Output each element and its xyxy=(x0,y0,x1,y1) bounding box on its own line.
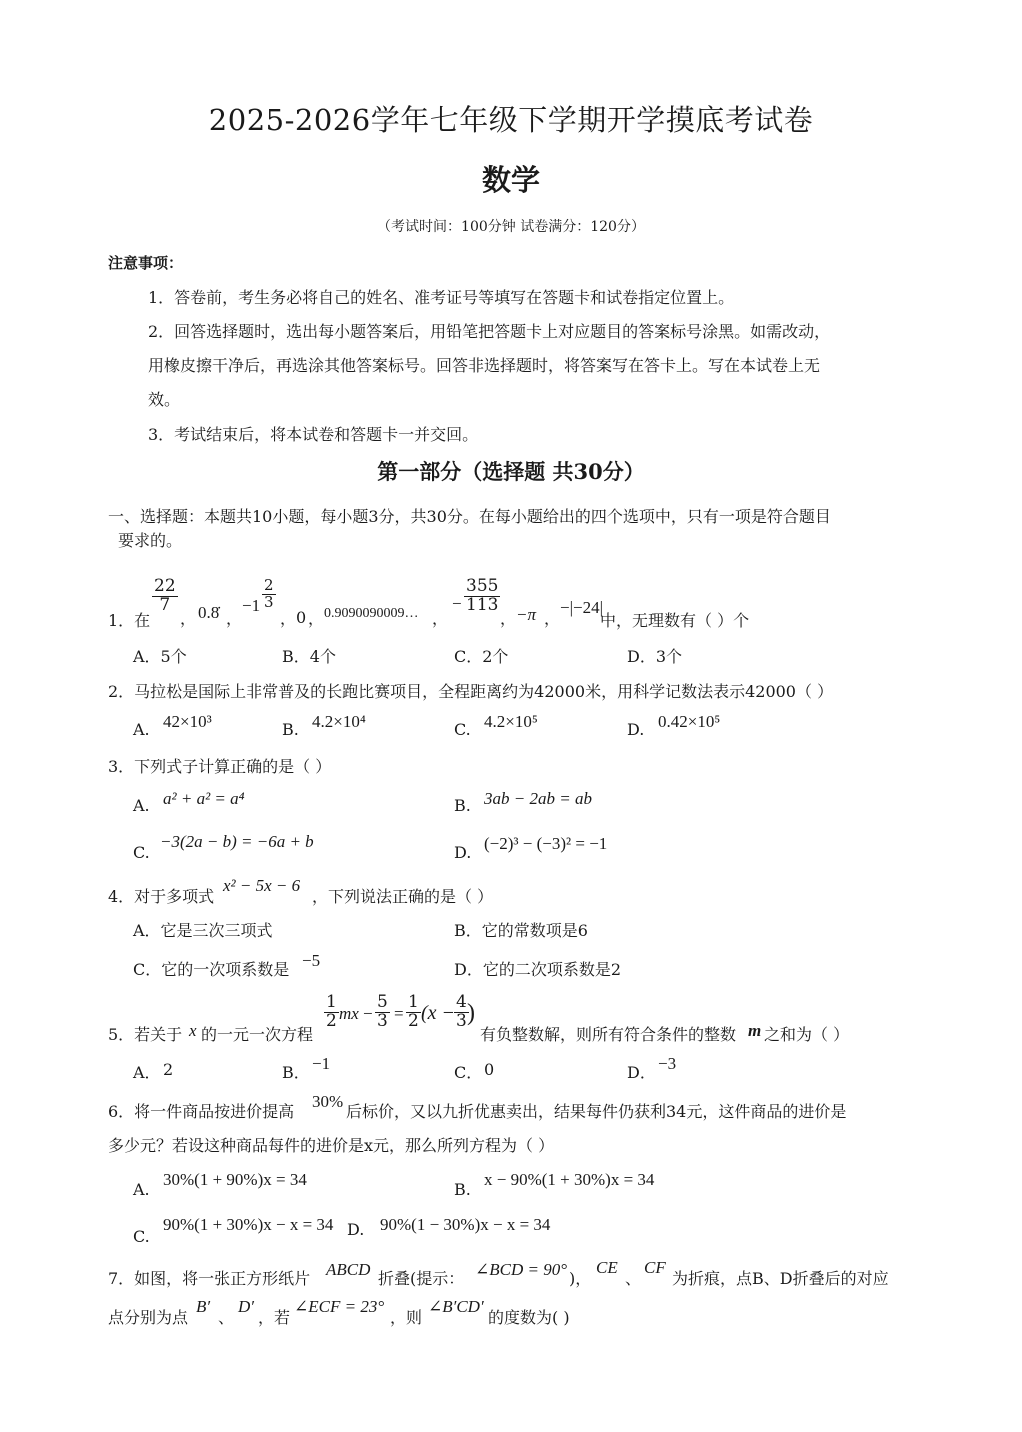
q3-option-c[interactable]: −3(2a − b) = −6a + b xyxy=(160,832,314,851)
q5-mid: 的一元一次方程 xyxy=(201,1025,314,1044)
exam-meta: （考试时间：100分钟 试卷满分：120分） xyxy=(377,219,645,235)
q7-line2-a: 点分别为点 xyxy=(108,1308,189,1327)
notice-item-1: 1．答卷前，考生务必将自己的姓名、准考证号等填写在答题卡和试卷指定位置上。 xyxy=(148,288,735,307)
q7-angle-ecf: ∠ECF = 23° xyxy=(294,1297,385,1316)
q5-paren-expr: (x − xyxy=(421,1002,456,1024)
q1-sep: ， xyxy=(180,609,197,628)
q7-angle-bcd-prime: ∠B′CD′ xyxy=(428,1297,484,1316)
q5-var-m: m xyxy=(748,1021,762,1040)
q2-option-c[interactable]: 4.2×10⁵ xyxy=(484,712,538,731)
q4-option-b[interactable]: B．它的常数项是6 xyxy=(454,921,588,940)
fraction-numerator: 1 xyxy=(408,992,419,1012)
q3-option-d[interactable]: (−2)³ − (−3)² = −1 xyxy=(484,834,608,853)
q1-prefix: 1．在 xyxy=(108,611,151,630)
q1-repeating-decimal: 0.8̇ xyxy=(198,603,220,622)
q1-sep: ， xyxy=(544,609,561,628)
q6-label-d: D. xyxy=(347,1220,365,1239)
q1-mixed-fraction xyxy=(262,578,276,611)
q5-suffix-a: 有负整数解，则所有符合条件的整数 xyxy=(480,1025,737,1044)
q4-option-d[interactable]: D．它的二次项系数是2 xyxy=(454,960,622,979)
fraction-numerator: 2 xyxy=(264,576,274,594)
q5-prefix: 5．若关于 xyxy=(108,1025,183,1044)
q5-label-c: C． xyxy=(454,1063,483,1082)
notice-item-3: 3．考试结束后，将本试卷和答题卡一并交回。 xyxy=(148,425,479,444)
q5-option-d[interactable]: −3 xyxy=(658,1054,677,1073)
q1-sep: ， xyxy=(308,609,325,628)
q1-fraction-355-113 xyxy=(464,578,500,615)
q3-option-a[interactable]: a² + a² = a⁴ xyxy=(163,789,245,808)
q5-option-c[interactable]: 0 xyxy=(484,1060,495,1079)
q1-zero: 0 xyxy=(296,608,307,627)
q4-option-c[interactable]: C．它的一次项系数是 xyxy=(133,960,290,979)
q6-label-c: C. xyxy=(133,1227,150,1246)
q7-line1-a: 7．如图，将一张正方形纸片 xyxy=(108,1269,311,1288)
q7-line2-c: ，则 xyxy=(390,1308,423,1327)
q6-percent: 30% xyxy=(312,1092,344,1111)
q1-option-c[interactable]: C．2个 xyxy=(454,647,509,666)
q5-label-b: B． xyxy=(282,1063,310,1082)
fraction-denominator: 7 xyxy=(159,594,171,615)
fraction-denominator: 3 xyxy=(264,592,274,611)
fraction-denominator: 3 xyxy=(456,1010,467,1031)
q2-option-b[interactable]: 4.2×10⁴ xyxy=(312,712,366,731)
fraction-denominator: 113 xyxy=(466,594,499,615)
q6-line2: 多少元？若设这种商品每件的进价是x元，那么所列方程为（ ） xyxy=(108,1136,555,1155)
q2-text: 2．马拉松是国际上非常普及的长跑比赛项目，全程距离约为42000米，用科学记数法表示42000（ ） xyxy=(108,682,834,701)
q6-line1-b: 后标价，又以九折优惠卖出，结果每件仍获利34元，这件商品的进价是 xyxy=(346,1102,847,1121)
q4-suffix: ，下列说法正确的是（ ） xyxy=(312,887,494,906)
subject-title: 数学 xyxy=(481,163,540,197)
q5-frac-1-2 xyxy=(324,994,339,1031)
q6-option-b[interactable]: x − 90%(1 + 30%)x = 34 xyxy=(484,1170,655,1189)
q3-label-a: A. xyxy=(133,796,150,815)
q5-suffix-b: 之和为（ ） xyxy=(764,1025,850,1044)
q4-option-a[interactable]: A．它是三次三项式 xyxy=(133,921,273,940)
q7-line1-b: 折叠(提示： xyxy=(378,1269,465,1288)
fraction-numerator: 4 xyxy=(456,992,467,1012)
q1-suffix: 中，无理数有（ ）个 xyxy=(600,611,750,630)
q1-sep: ， xyxy=(432,609,449,628)
q1-nonrepeating-decimal: 0.9090090009… xyxy=(324,606,419,621)
q7-line1-d: 为折痕，点B、D折叠后的对应 xyxy=(672,1269,889,1288)
q5-equals: = xyxy=(394,1004,404,1023)
notice-item-2-cont: 用橡皮擦干净后，再选涂其他答案标号。回答非选择题时，将答案写在答卡上。写在本试卷上无 xyxy=(148,356,821,375)
q5-label-d: D． xyxy=(627,1063,656,1082)
q5-option-b[interactable]: −1 xyxy=(312,1054,331,1073)
q6-option-d[interactable]: 90%(1 − 30%)x − x = 34 xyxy=(380,1215,551,1234)
q1-minus-sign: − xyxy=(452,594,462,613)
q7-dun: 、 xyxy=(625,1269,642,1288)
fraction-numerator: 1 xyxy=(326,992,337,1012)
q5-frac-1-2-b xyxy=(406,994,421,1031)
q6-option-c[interactable]: 90%(1 + 30%)x − x = 34 xyxy=(163,1215,334,1234)
q5-paren-close: ) xyxy=(467,1000,475,1026)
fraction-numerator: 5 xyxy=(377,992,388,1012)
notice-item-2: 2．回答选择题时，选出每小题答案后，用铅笔把答题卡上对应题目的答案标号涂黑。如需改动， xyxy=(148,322,831,341)
exam-title: 2025-2026学年七年级下学期开学摸底考试卷 xyxy=(208,103,814,137)
part1-intro: 一、选择题：本题共10小题，每小题3分，共30分。在每小题给出的四个选项中，只有一项是符合题目 xyxy=(108,507,831,526)
fraction-numerator: 22 xyxy=(154,576,176,596)
q4-option-c-value: −5 xyxy=(302,951,321,970)
q1-option-b[interactable]: B．4个 xyxy=(282,647,336,666)
q6-label-a: A. xyxy=(133,1180,150,1199)
q7-abcd: ABCD xyxy=(326,1260,371,1279)
q7-line2-d: 的度数为( ) xyxy=(488,1308,570,1327)
q5-frac-5-3 xyxy=(375,994,390,1031)
q2-label-d: D. xyxy=(627,720,645,739)
q3-option-b[interactable]: 3ab − 2ab = ab xyxy=(484,789,592,808)
q1-fraction-22-7 xyxy=(152,578,178,615)
q3-label-b: B. xyxy=(454,796,471,815)
q3-text: 3．下列式子计算正确的是（ ） xyxy=(108,757,332,776)
q7-line1-c: )， xyxy=(569,1269,592,1288)
fraction-numerator: 355 xyxy=(466,576,499,596)
q1-sep: ， xyxy=(280,609,297,628)
fraction-denominator: 2 xyxy=(408,1010,419,1031)
q7-line2-b: ，若 xyxy=(258,1308,291,1327)
q7-cf: CF xyxy=(644,1258,666,1277)
q5-label-a: A． xyxy=(133,1063,161,1082)
q1-option-a[interactable]: A．5个 xyxy=(133,647,187,666)
q6-line1-a: 6．将一件商品按进价提高 xyxy=(108,1102,295,1121)
q5-var-x: x xyxy=(189,1021,197,1040)
part1-title: 第一部分（选择题 共30分） xyxy=(377,459,645,484)
part1-intro-cont: 要求的。 xyxy=(118,531,183,550)
q5-option-a[interactable]: 2 xyxy=(163,1060,174,1079)
q4-polynomial: x² − 5x − 6 xyxy=(223,876,301,895)
q2-option-a[interactable]: 42×10³ xyxy=(163,712,212,731)
q3-label-c: C. xyxy=(133,843,150,862)
q1-mixed-whole: −1 xyxy=(242,596,261,615)
q1-sep: ， xyxy=(226,609,243,628)
q6-label-b: B. xyxy=(454,1180,471,1199)
q3-label-d: D. xyxy=(454,843,472,862)
q2-label-b: B. xyxy=(282,720,299,739)
q1-sep: ， xyxy=(500,609,517,628)
notice-title: 注意事项： xyxy=(108,254,184,272)
q5-minus: − xyxy=(363,1004,373,1023)
fraction-denominator: 3 xyxy=(377,1010,388,1031)
q7-angle-bcd: ∠BCD = 90° xyxy=(475,1260,568,1279)
q1-neg-pi: −π xyxy=(516,605,536,624)
fraction-denominator: 2 xyxy=(326,1010,337,1031)
q4-prefix: 4．对于多项式 xyxy=(108,887,215,906)
q5-mx: mx xyxy=(339,1004,359,1023)
q2-label-a: A. xyxy=(133,720,150,739)
q1-neg-abs-24: −|−24| xyxy=(560,598,603,617)
q7-b-prime: B′ xyxy=(196,1297,211,1316)
q2-option-d[interactable]: 0.42×10⁵ xyxy=(658,712,721,731)
notice-item-2-end: 效。 xyxy=(148,390,181,409)
q2-label-c: C. xyxy=(454,720,471,739)
q7-d-prime: D′ xyxy=(238,1297,254,1316)
q6-option-a[interactable]: 30%(1 + 90%)x = 34 xyxy=(163,1170,307,1189)
q7-ce: CE xyxy=(596,1258,618,1277)
q1-option-d[interactable]: D．3个 xyxy=(627,647,683,666)
q7-dun-2: 、 xyxy=(218,1308,235,1327)
